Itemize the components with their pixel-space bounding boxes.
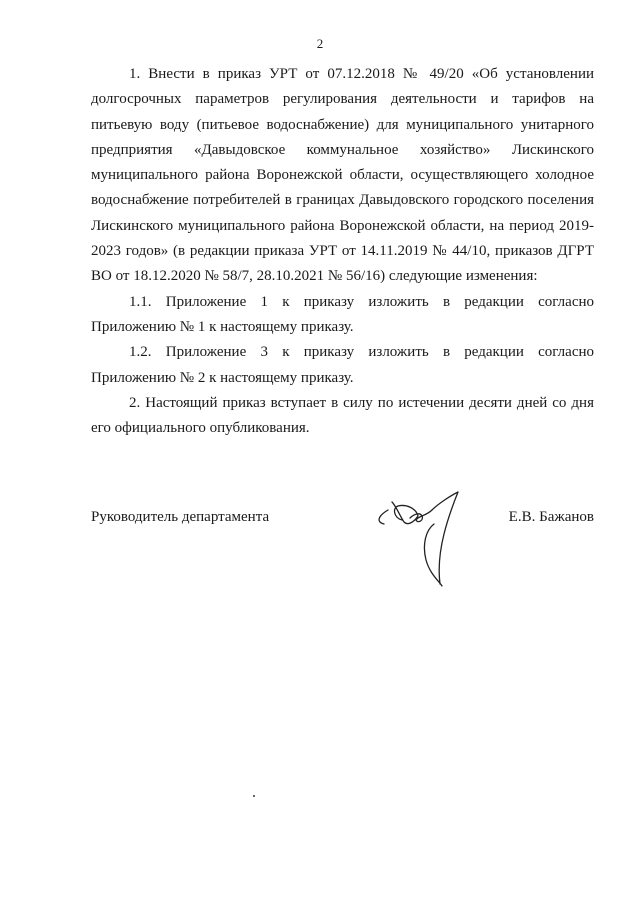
paragraph-effective-date: 2. Настоящий приказ вступает в силу по истечении десяти дней со дня его официального опубликования. (91, 394, 594, 437)
scan-speck (253, 795, 255, 797)
handwritten-signature (370, 488, 480, 598)
signatory-position: Руководитель департамента (91, 509, 270, 525)
paragraph-item-1-1: 1.1. Приложение 1 к приказу изложить в редакции согласно Приложению № 1 к настоящему приказу. (91, 293, 594, 335)
document-body (91, 62, 594, 441)
signatory-name: Е.В. Бажанов (508, 509, 594, 525)
paragraph-amendment: 1. Внести в приказ УРТ от 07.12.2018 № 49/20 «Об установлении долгосрочных параметров регулирования деятельности и тарифов на питьевую воду (питьевое водоснабжение) для муниципального унитарного предприятия «Давыдовское коммунальное хозяйство» Лискинского муниципального района Воронежской области, осуществляющего холодное водоснабжение потребителей в границах Давыдовского городского поселения Лискинского муниципального района Воронежской области, на период 2019-2023 годов» (в редакции приказа УРТ от 14.11.2019 № 44/10, приказов ДГРТ ВО от 18.12.2020 № 58/7, 28.10.2021 № 56/16) следующие изменения: (91, 66, 594, 285)
paragraph-item-1-2: 1.2. Приложение 3 к приказу изложить в редакции согласно Приложению № 2 к настоящему приказу. (91, 344, 594, 386)
signature-block (91, 509, 594, 539)
page-number: 2 (316, 36, 324, 51)
